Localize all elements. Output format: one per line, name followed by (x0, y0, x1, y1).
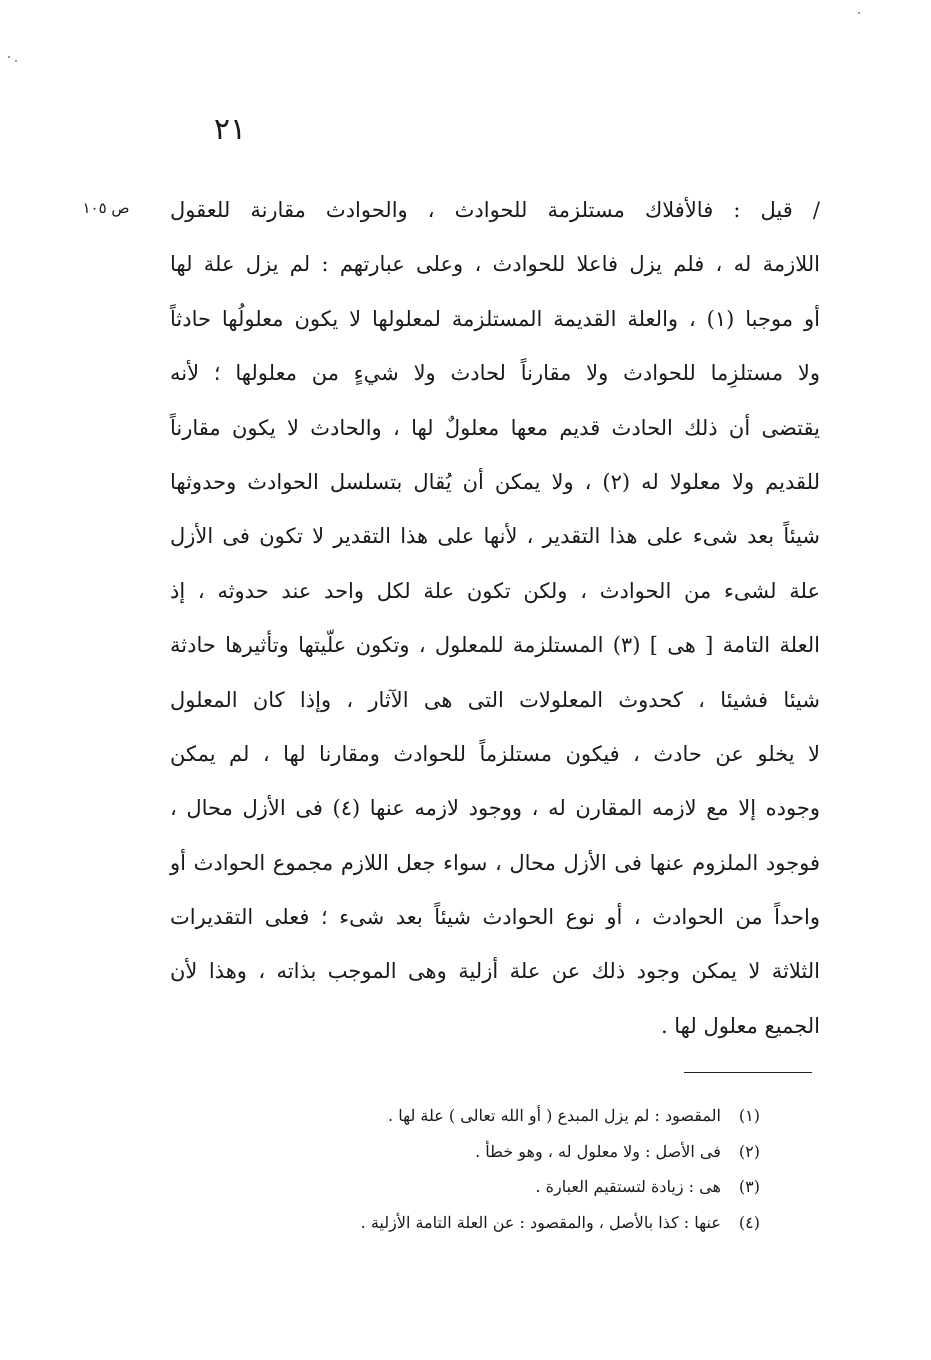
margin-page-reference: ص ١٠٥ (82, 199, 130, 217)
text-line: علة لشىء من الحوادث ، ولكن تكون علة لكل واحد عند حدوثه ، إذ (170, 578, 820, 603)
text-line: شيئاً بعد شىء على هذا التقدير ، لأنها على هذا التقدير لا تكون فى الأزل (170, 524, 820, 549)
footnote-number: (٤) (738, 1212, 760, 1232)
text-line: وجوده إلا مع لازمه المقارن له ، ووجود لازمه عنها (٤) فى الأزل محال ، (170, 796, 821, 821)
scan-speck (858, 12, 860, 14)
text-line: للقديم ولا معلولا له (٢) ، ولا يمكن أن يُقال بتسلسل الحوادث وحدوثها (170, 469, 820, 494)
text-line: لا يخلو عن حادث ، فيكون مستلزماً للحوادث ومقارنا لها ، لم يمكن (170, 741, 820, 766)
footnotes (240, 1098, 760, 1240)
footnote (240, 1098, 760, 1134)
text-line: أو موجبا (١) ، والعلة القديمة المستلزمة لمعلولها لا يكون معلولُها حادثاً (170, 306, 820, 331)
text-line: واحداً من الحوادث ، أو نوع الحوادث شيئاً بعد شىء ؛ فعلى التقديرات (170, 905, 820, 930)
text-line: فوجود الملزوم عنها فى الأزل محال ، سواء جعل اللازم مجموع الحوادث أو (170, 850, 820, 875)
text-line: ولا مستلزِما للحوادث ولا مقارناً لحادث ولا شيءٍ من معلولها ؛ لأنه (170, 361, 820, 386)
footnote-text: فى الأصل : ولا معلول له ، وهو خطأ . (475, 1141, 721, 1161)
footnote (240, 1205, 760, 1241)
scan-speck (15, 60, 17, 62)
text-line: شيئا فشيئا ، كحدوث المعلولات التى هى الآثار ، وإذا كان المعلول (170, 687, 820, 712)
footnote-separator (684, 1072, 812, 1073)
footnote-text: هى : زيادة لتستقيم العبارة . (535, 1177, 721, 1196)
text-line: / قيل : فالأفلاك مستلزمة للحوادث ، والحوادث مقارنة للعقول (170, 198, 820, 222)
text-line: الثلاثة لا يمكن وجود ذلك عن علة أزلية وهى الموجب بذاته ، وهذا لأن (170, 959, 820, 984)
footnote-number: (١) (738, 1106, 760, 1125)
body-text (170, 183, 820, 1053)
footnote (240, 1134, 760, 1170)
page-number: ٢١ (213, 112, 247, 147)
footnote-number: (٣) (738, 1177, 760, 1196)
text-line: اللازمة له ، فلم يزل فاعلا للحوادث ، وعلى عبارتهم : لم يزل علة لها (170, 252, 820, 277)
footnote-number: (٢) (738, 1141, 760, 1161)
text-line: العلة التامة [ هى ] (٣) المستلزمة للمعلول ، وتكون علّيتها وتأثيرها حادثة (170, 633, 820, 658)
text-line: يقتضى أن ذلك الحادث قديم معها معلولٌ لها ، والحادث لا يكون مقارناً (170, 415, 820, 440)
footnote (240, 1169, 760, 1205)
text-line: الجميع معلول لها . (660, 1013, 820, 1038)
footnote-text: المقصود : لم يزل المبدع ( أو الله تعالى ) علة لها . (388, 1106, 721, 1125)
footnote-text: عنها : كذا بالأصل ، والمقصود : عن العلة التامة الأزلية . (360, 1212, 721, 1232)
scan-speck (8, 56, 10, 58)
